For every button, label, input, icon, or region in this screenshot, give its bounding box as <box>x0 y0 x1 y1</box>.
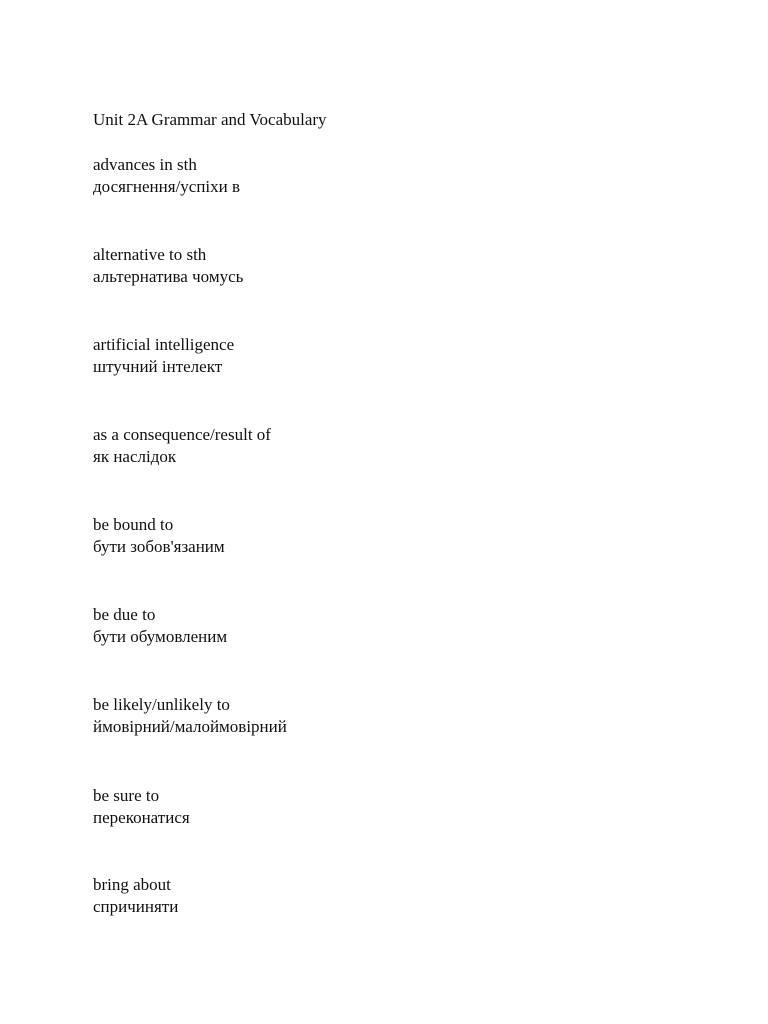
page-title: Unit 2A Grammar and Vocabulary <box>93 110 327 129</box>
english-term: artificial intelligence <box>93 335 235 354</box>
vocabulary-entry <box>93 694 287 738</box>
ukrainian-translation: переконатися <box>93 808 190 827</box>
english-term: be likely/unlikely to <box>93 695 230 714</box>
ukrainian-translation: штучний інтелект <box>93 357 223 376</box>
vocabulary-entry <box>93 154 240 198</box>
ukrainian-translation: досягнення/успіхи в <box>93 177 241 196</box>
english-term: be sure to <box>93 786 160 805</box>
vocabulary-entry <box>93 334 234 378</box>
vocabulary-entry <box>93 424 271 468</box>
ukrainian-translation: спричиняти <box>93 897 179 916</box>
english-term: bring about <box>93 875 171 894</box>
ukrainian-translation: бути зобов'язаним <box>93 537 225 556</box>
ukrainian-translation: як наслідок <box>93 447 177 466</box>
ukrainian-translation: ймовірний/малоймовірний <box>93 717 287 736</box>
vocabulary-entry <box>93 874 178 918</box>
ukrainian-translation: бути обумовленим <box>93 627 228 646</box>
ukrainian-translation: альтернатива чомусь <box>93 267 244 286</box>
english-term: advances in sth <box>93 155 197 174</box>
english-term: be bound to <box>93 515 174 534</box>
vocabulary-entry <box>93 785 190 829</box>
english-term: be due to <box>93 605 156 624</box>
vocabulary-entry <box>93 604 227 648</box>
vocabulary-entry <box>93 244 243 288</box>
english-term: alternative to sth <box>93 245 207 264</box>
vocabulary-entry <box>93 514 225 558</box>
english-term: as a consequence/result of <box>93 425 271 444</box>
